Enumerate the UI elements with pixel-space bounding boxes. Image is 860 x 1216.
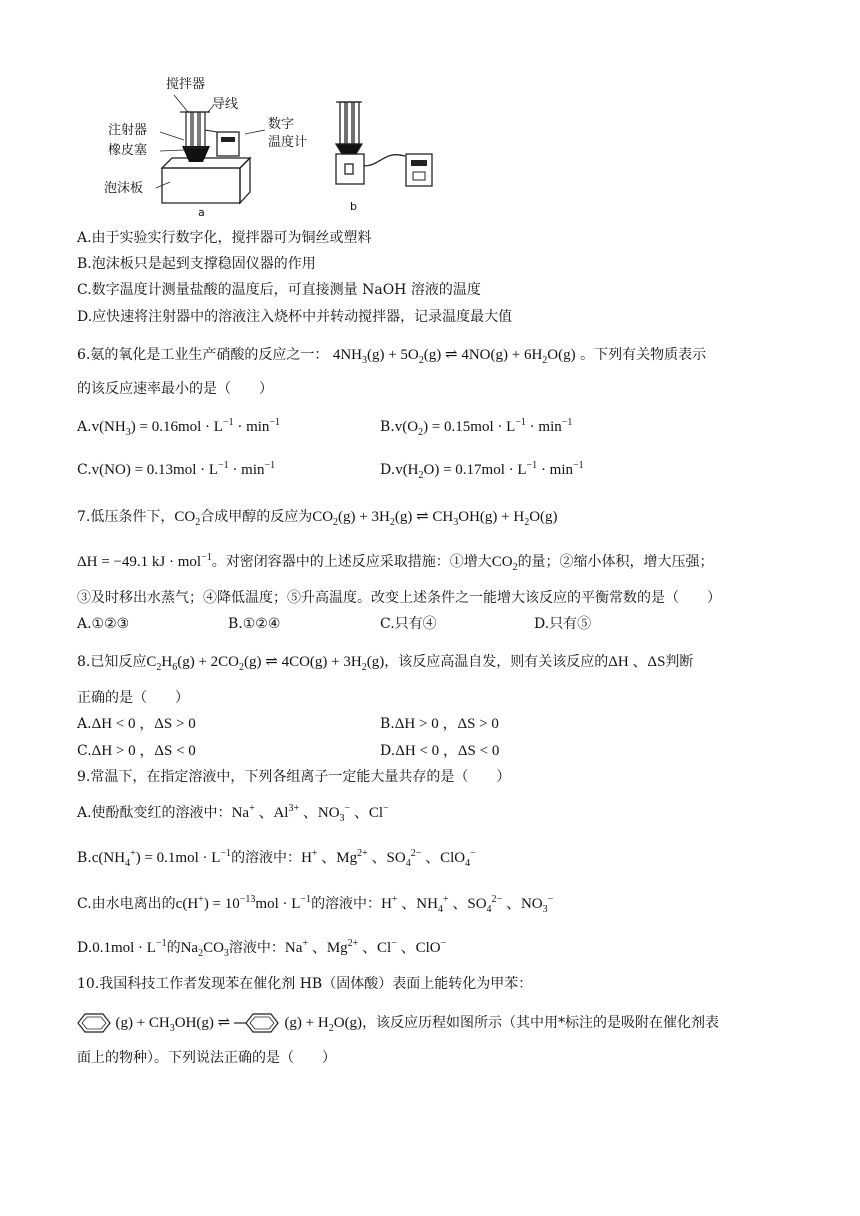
label-b: b [350,200,357,213]
q5-option-b: B.泡沫板只是起到支撑稳固仪器的作用 [77,256,316,272]
q10-equation-line: $(g) + CH_3OH(g)$ ⇌ $(g) + H_2O(g)$，该反应历程如图所示（其中用*标注的是吸附在催化剂表 [77,1012,719,1034]
q9-stem: 9.常温下，在指定溶液中，下列各组离子一定能大量共存的是（ ） [77,769,511,785]
q6-option-c: $C.v(NO) = 0.13mol \cdot L^{-1} \cdot \min^{-1}$ [77,460,276,478]
q10-stem-2: 面上的物种）。下列说法正确的是（ ） [77,1050,336,1066]
q7-option-a: A.①②③ [77,616,130,632]
toluene-ring-icon [234,1012,280,1034]
q6-stem-2: 的该反应速率最小的是（ ） [77,381,273,397]
q8-option-a: A.ΔH < 0 ，ΔS > 0 [77,716,196,732]
label-stirrer: 搅拌器 [166,77,206,92]
q10-stem: 10.我国科技工作者发现苯在催化剂 HB（固体酸）表面上能转化为甲苯： [77,976,533,992]
label-syringe: 注射器 [108,123,148,138]
q7-stem: 7.低压条件下，$CO_2$合成甲醇的反应为$CO_2(g) + 3H_2(g)$ ⇌ $CH_3OH(g) + H_2O(g)$ [77,509,558,528]
q7-option-d: D.只有⑤ [534,616,592,632]
benzene-ring-icon [77,1012,111,1034]
q5-option-d: D.应快速将注射器中的溶液注入烧杯中并转动搅拌器，记录温度最大值 [77,309,513,325]
label-a: a [198,206,205,219]
q7-option-c: C.只有④ [380,616,437,632]
q6-stem: 6.氨的氧化是工业生产硝酸的反应之一： $4NH_3(g) + 5O_2(g)$ ⇌ $4NO(g) + 6H_2O(g)$ 。下列有关物质表示 [77,347,707,366]
q6-option-d: $D.v(H_2O) = 0.17mol \cdot L^{-1} \cdot \min^{-1}$ [380,460,584,481]
q9-option-b: $B.c(NH_4^+) = 0.1mol \cdot L^{-1}$的溶液中：H+ 、$Mg^{2+}$ 、$SO_4^{2-}$ 、ClO$_4$− [77,848,476,869]
q9-option-d: $D.0.1mol \cdot L^{-1}$的$Na_2CO_3$溶液中：Na+ 、$Mg^{2+}$ 、Cl− 、ClO− [77,938,447,959]
label-wire: 导线 [212,97,239,112]
label-thermometer-2: 温度计 [268,135,308,150]
foam-board [162,158,250,203]
q8-stem: 8.已知反应$C_2H_6(g) + 2CO_2(g)$ ⇌ $4CO(g) + 3H_2(g)$，该反应高温自发，则有关该反应的ΔH 、ΔS判断 [77,654,694,673]
q7-stem-3: ③及时移出水蒸气；④降低温度；⑤升高温度。改变上述条件之一能增大该反应的平衡常数的是（ ） [77,590,721,606]
q7-stem-2: ΔH = −49.1 kJ · mol$^{-1}$。对密闭容器中的上述反应采取措施：①增大$CO_2$的量；②缩小体积，增大压强； [77,552,714,573]
q6-equation: $4NH_3(g) + 5O_2(g)$ ⇌ $4NO(g) + 6H_2O(g)$ [332,347,576,366]
beaker-b [336,102,405,184]
beaker-a [180,112,210,162]
q7-option-b: B.①②④ [228,616,281,632]
q8-option-d: D.ΔH < 0 ，ΔS < 0 [380,743,500,759]
q5-option-c: C.数字温度计测量盐酸的温度后，可直接测量 NaOH 溶液的温度 [77,282,481,298]
label-thermometer-1: 数字 [268,117,295,132]
q6-option-b: $B.v(O_2) = 0.15mol \cdot L^{-1} \cdot \min^{-1}$ [380,417,573,438]
q9-option-a: A.使酚酞变红的溶液中：Na+ 、$Al^{3+}$ 、$NO_3^-$ 、Cl− [77,803,389,824]
label-foam: 泡沫板 [104,181,144,196]
digital-thermometer-a [205,130,239,156]
q9-option-c: C.由水电离出的$c(H^+) = 10^{-13}mol \cdot L^{-1}$的溶液中：H+ 、$NH_4^+$ 、$SO_4^{2-}$ 、$NO_3^-$ [77,894,554,915]
q8-stem-2: 正确的是（ ） [77,690,189,706]
label-stopper: 橡皮塞 [108,143,148,158]
digital-thermometer-b [406,154,432,186]
q8-option-b: B.ΔH > 0 ，ΔS > 0 [380,716,499,732]
q5-option-a: A.由于实验实行数字化，搅拌器可为铜丝或塑料 [77,230,372,246]
q8-option-c: C.ΔH > 0 ，ΔS < 0 [77,743,196,759]
q6-option-a: $A.v(NH_3) = 0.16mol \cdot L^{-1} \cdot \min^{-1}$ [77,417,281,438]
apparatus-figure [100,70,440,220]
